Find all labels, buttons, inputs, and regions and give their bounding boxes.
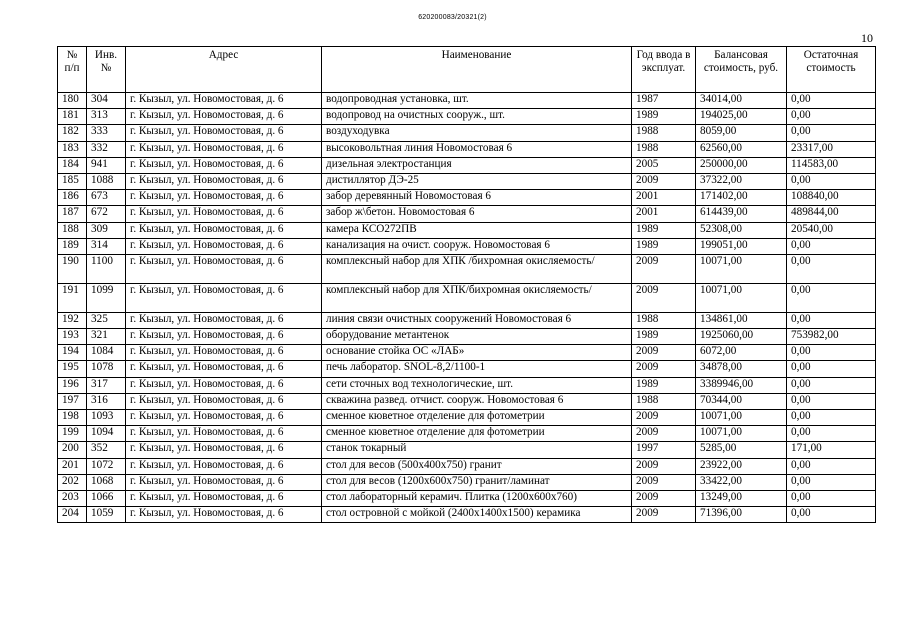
row-number: 193 (58, 329, 87, 345)
commission-year: 2009 (632, 474, 696, 490)
address-cell: г. Кызыл, ул. Новомостовая, д. 6 (126, 109, 322, 125)
header-number: № п/п (58, 47, 87, 93)
commission-year: 2001 (632, 206, 696, 222)
table-row (58, 442, 876, 458)
document-id: 620200083/20321(2) (418, 14, 487, 21)
table-row (58, 93, 876, 109)
residual-value: 20540,00 (787, 222, 876, 238)
balance-value: 10071,00 (696, 426, 787, 442)
item-name: дистиллятор ДЭ-25 (322, 173, 632, 189)
row-number: 188 (58, 222, 87, 238)
residual-value: 114583,00 (787, 157, 876, 173)
inventory-number: 1093 (87, 410, 126, 426)
inventory-number: 1094 (87, 426, 126, 442)
residual-value: 0,00 (787, 93, 876, 109)
address-cell: г. Кызыл, ул. Новомостовая, д. 6 (126, 206, 322, 222)
header-address: Адрес (126, 47, 322, 93)
inventory-number: 333 (87, 125, 126, 141)
address-cell: г. Кызыл, ул. Новомостовая, д. 6 (126, 377, 322, 393)
item-name: стол для весов (500х400х750) гранит (322, 458, 632, 474)
commission-year: 1988 (632, 393, 696, 409)
table-row (58, 283, 876, 312)
inventory-number: 325 (87, 312, 126, 328)
table-row (58, 426, 876, 442)
table-row (58, 474, 876, 490)
row-number: 204 (58, 507, 87, 523)
balance-value: 134861,00 (696, 312, 787, 328)
table-row (58, 377, 876, 393)
commission-year: 2009 (632, 490, 696, 506)
table-row (58, 238, 876, 254)
balance-value: 194025,00 (696, 109, 787, 125)
balance-value: 1925060,00 (696, 329, 787, 345)
balance-value: 6072,00 (696, 345, 787, 361)
address-cell: г. Кызыл, ул. Новомостовая, д. 6 (126, 361, 322, 377)
address-cell: г. Кызыл, ул. Новомостовая, д. 6 (126, 329, 322, 345)
item-name: дизельная электростанция (322, 157, 632, 173)
residual-value: 108840,00 (787, 190, 876, 206)
inventory-number: 1100 (87, 254, 126, 283)
balance-value: 62560,00 (696, 141, 787, 157)
residual-value: 0,00 (787, 312, 876, 328)
address-cell: г. Кызыл, ул. Новомостовая, д. 6 (126, 141, 322, 157)
item-name: воздуходувка (322, 125, 632, 141)
inventory-number: 941 (87, 157, 126, 173)
residual-value: 0,00 (787, 490, 876, 506)
balance-value: 3389946,00 (696, 377, 787, 393)
header-residual-value: Остаточная стоимость (787, 47, 876, 93)
header-name: Наименование (322, 47, 632, 93)
item-name: канализация на очист. сооруж. Новомостовая 6 (322, 238, 632, 254)
row-number: 202 (58, 474, 87, 490)
row-number: 203 (58, 490, 87, 506)
commission-year: 2009 (632, 283, 696, 312)
commission-year: 1989 (632, 238, 696, 254)
item-name: основание стойка ОС «ЛАБ» (322, 345, 632, 361)
residual-value: 0,00 (787, 109, 876, 125)
table-row (58, 141, 876, 157)
balance-value: 614439,00 (696, 206, 787, 222)
table-header (58, 47, 876, 93)
inventory-number: 314 (87, 238, 126, 254)
address-cell: г. Кызыл, ул. Новомостовая, д. 6 (126, 173, 322, 189)
residual-value: 0,00 (787, 458, 876, 474)
row-number: 201 (58, 458, 87, 474)
item-name: водопровод на очистных сооруж., шт. (322, 109, 632, 125)
item-name: камера КСО272ПВ (322, 222, 632, 238)
item-name: забор деревянный Новомостовая 6 (322, 190, 632, 206)
commission-year: 1988 (632, 312, 696, 328)
item-name: линия связи очистных сооружений Новомостовая 6 (322, 312, 632, 328)
table-row (58, 173, 876, 189)
residual-value: 0,00 (787, 254, 876, 283)
inventory-number: 309 (87, 222, 126, 238)
row-number: 195 (58, 361, 87, 377)
table-row (58, 410, 876, 426)
commission-year: 1988 (632, 125, 696, 141)
balance-value: 37322,00 (696, 173, 787, 189)
residual-value: 0,00 (787, 507, 876, 523)
inventory-number: 317 (87, 377, 126, 393)
item-name: скважина развед. отчист. сооруж. Новомостовая 6 (322, 393, 632, 409)
balance-value: 10071,00 (696, 410, 787, 426)
balance-value: 171402,00 (696, 190, 787, 206)
row-number: 187 (58, 206, 87, 222)
address-cell: г. Кызыл, ул. Новомостовая, д. 6 (126, 190, 322, 206)
commission-year: 1989 (632, 222, 696, 238)
inventory-number: 313 (87, 109, 126, 125)
header-inventory: Инв. № (87, 47, 126, 93)
row-number: 196 (58, 377, 87, 393)
address-cell: г. Кызыл, ул. Новомостовая, д. 6 (126, 458, 322, 474)
commission-year: 2009 (632, 173, 696, 189)
row-number: 186 (58, 190, 87, 206)
address-cell: г. Кызыл, ул. Новомостовая, д. 6 (126, 474, 322, 490)
item-name: забор ж\бетон. Новомостовая 6 (322, 206, 632, 222)
item-name: печь лаборатор. SNOL-8,2/1100-1 (322, 361, 632, 377)
commission-year: 2009 (632, 410, 696, 426)
item-name: стол для весов (1200х600х750) гранит/ламинат (322, 474, 632, 490)
residual-value: 23317,00 (787, 141, 876, 157)
address-cell: г. Кызыл, ул. Новомостовая, д. 6 (126, 283, 322, 312)
table-row (58, 329, 876, 345)
residual-value: 0,00 (787, 125, 876, 141)
address-cell: г. Кызыл, ул. Новомостовая, д. 6 (126, 393, 322, 409)
balance-value: 10071,00 (696, 254, 787, 283)
commission-year: 1989 (632, 109, 696, 125)
inventory-number: 352 (87, 442, 126, 458)
balance-value: 23922,00 (696, 458, 787, 474)
inventory-number: 1059 (87, 507, 126, 523)
item-name: стол островной с мойкой (2400х1400х1500) керамика (322, 507, 632, 523)
item-name: стол лабораторный керамич. Плитка (1200х600х760) (322, 490, 632, 506)
commission-year: 2009 (632, 345, 696, 361)
residual-value: 489844,00 (787, 206, 876, 222)
row-number: 181 (58, 109, 87, 125)
inventory-number: 1084 (87, 345, 126, 361)
table-row (58, 393, 876, 409)
table-row (58, 190, 876, 206)
row-number: 185 (58, 173, 87, 189)
row-number: 180 (58, 93, 87, 109)
balance-value: 33422,00 (696, 474, 787, 490)
item-name: высоковольтная линия Новомостовая 6 (322, 141, 632, 157)
residual-value: 0,00 (787, 238, 876, 254)
row-number: 199 (58, 426, 87, 442)
row-number: 194 (58, 345, 87, 361)
balance-value: 5285,00 (696, 442, 787, 458)
address-cell: г. Кызыл, ул. Новомостовая, д. 6 (126, 254, 322, 283)
inventory-number: 304 (87, 93, 126, 109)
balance-value: 250000,00 (696, 157, 787, 173)
address-cell: г. Кызыл, ул. Новомостовая, д. 6 (126, 507, 322, 523)
address-cell: г. Кызыл, ул. Новомостовая, д. 6 (126, 157, 322, 173)
table-row (58, 254, 876, 283)
residual-value: 0,00 (787, 377, 876, 393)
balance-value: 71396,00 (696, 507, 787, 523)
commission-year: 1987 (632, 93, 696, 109)
residual-value: 0,00 (787, 283, 876, 312)
inventory-number: 1068 (87, 474, 126, 490)
balance-value: 34878,00 (696, 361, 787, 377)
commission-year: 1989 (632, 377, 696, 393)
inventory-number: 1099 (87, 283, 126, 312)
table-row (58, 312, 876, 328)
row-number: 191 (58, 283, 87, 312)
commission-year: 2009 (632, 458, 696, 474)
inventory-number: 332 (87, 141, 126, 157)
balance-value: 70344,00 (696, 393, 787, 409)
row-number: 200 (58, 442, 87, 458)
inventory-number: 321 (87, 329, 126, 345)
commission-year: 2009 (632, 361, 696, 377)
address-cell: г. Кызыл, ул. Новомостовая, д. 6 (126, 426, 322, 442)
row-number: 197 (58, 393, 87, 409)
commission-year: 2009 (632, 426, 696, 442)
inventory-number: 1088 (87, 173, 126, 189)
residual-value: 0,00 (787, 173, 876, 189)
header-balance-value: Балансовая стоимость, руб. (696, 47, 787, 93)
table-row (58, 206, 876, 222)
residual-value: 0,00 (787, 426, 876, 442)
item-name: водопроводная установка, шт. (322, 93, 632, 109)
address-cell: г. Кызыл, ул. Новомостовая, д. 6 (126, 345, 322, 361)
item-name: сменное кюветное отделение для фотометрии (322, 426, 632, 442)
residual-value: 171,00 (787, 442, 876, 458)
residual-value: 0,00 (787, 474, 876, 490)
commission-year: 1989 (632, 329, 696, 345)
balance-value: 34014,00 (696, 93, 787, 109)
row-number: 183 (58, 141, 87, 157)
address-cell: г. Кызыл, ул. Новомостовая, д. 6 (126, 410, 322, 426)
page-number: 10 (861, 31, 873, 45)
commission-year: 2001 (632, 190, 696, 206)
balance-value: 13249,00 (696, 490, 787, 506)
row-number: 189 (58, 238, 87, 254)
inventory-number: 1078 (87, 361, 126, 377)
address-cell: г. Кызыл, ул. Новомостовая, д. 6 (126, 490, 322, 506)
table-row (58, 490, 876, 506)
commission-year: 2005 (632, 157, 696, 173)
row-number: 184 (58, 157, 87, 173)
residual-value: 0,00 (787, 410, 876, 426)
commission-year: 1997 (632, 442, 696, 458)
inventory-number: 672 (87, 206, 126, 222)
inventory-number: 1072 (87, 458, 126, 474)
item-name: сменное кюветное отделение для фотометрии (322, 410, 632, 426)
inventory-number: 316 (87, 393, 126, 409)
row-number: 190 (58, 254, 87, 283)
row-number: 198 (58, 410, 87, 426)
balance-value: 52308,00 (696, 222, 787, 238)
row-number: 192 (58, 312, 87, 328)
item-name: сети сточных вод технологические, шт. (322, 377, 632, 393)
table-body (58, 93, 876, 523)
table-row (58, 361, 876, 377)
address-cell: г. Кызыл, ул. Новомостовая, д. 6 (126, 238, 322, 254)
address-cell: г. Кызыл, ул. Новомостовая, д. 6 (126, 222, 322, 238)
address-cell: г. Кызыл, ул. Новомостовая, д. 6 (126, 312, 322, 328)
table-row (58, 507, 876, 523)
balance-value: 8059,00 (696, 125, 787, 141)
item-name: комплексный набор для ХПК/бихромная окисляемость/ (322, 283, 632, 312)
item-name: комплексный набор для ХПК /бихромная окисляемость/ (322, 254, 632, 283)
commission-year: 2009 (632, 507, 696, 523)
table-row (58, 345, 876, 361)
address-cell: г. Кызыл, ул. Новомостовая, д. 6 (126, 125, 322, 141)
residual-value: 753982,00 (787, 329, 876, 345)
asset-registry-table (57, 46, 876, 523)
balance-value: 10071,00 (696, 283, 787, 312)
item-name: станок токарный (322, 442, 632, 458)
residual-value: 0,00 (787, 361, 876, 377)
residual-value: 0,00 (787, 393, 876, 409)
row-number: 182 (58, 125, 87, 141)
residual-value: 0,00 (787, 345, 876, 361)
table-row (58, 458, 876, 474)
commission-year: 1988 (632, 141, 696, 157)
item-name: оборудование метантенок (322, 329, 632, 345)
table-row (58, 157, 876, 173)
address-cell: г. Кызыл, ул. Новомостовая, д. 6 (126, 93, 322, 109)
table-row (58, 125, 876, 141)
table-row (58, 109, 876, 125)
balance-value: 199051,00 (696, 238, 787, 254)
inventory-number: 1066 (87, 490, 126, 506)
header-year: Год ввода в эксплуат. (632, 47, 696, 93)
commission-year: 2009 (632, 254, 696, 283)
inventory-number: 673 (87, 190, 126, 206)
table-row (58, 222, 876, 238)
address-cell: г. Кызыл, ул. Новомостовая, д. 6 (126, 442, 322, 458)
